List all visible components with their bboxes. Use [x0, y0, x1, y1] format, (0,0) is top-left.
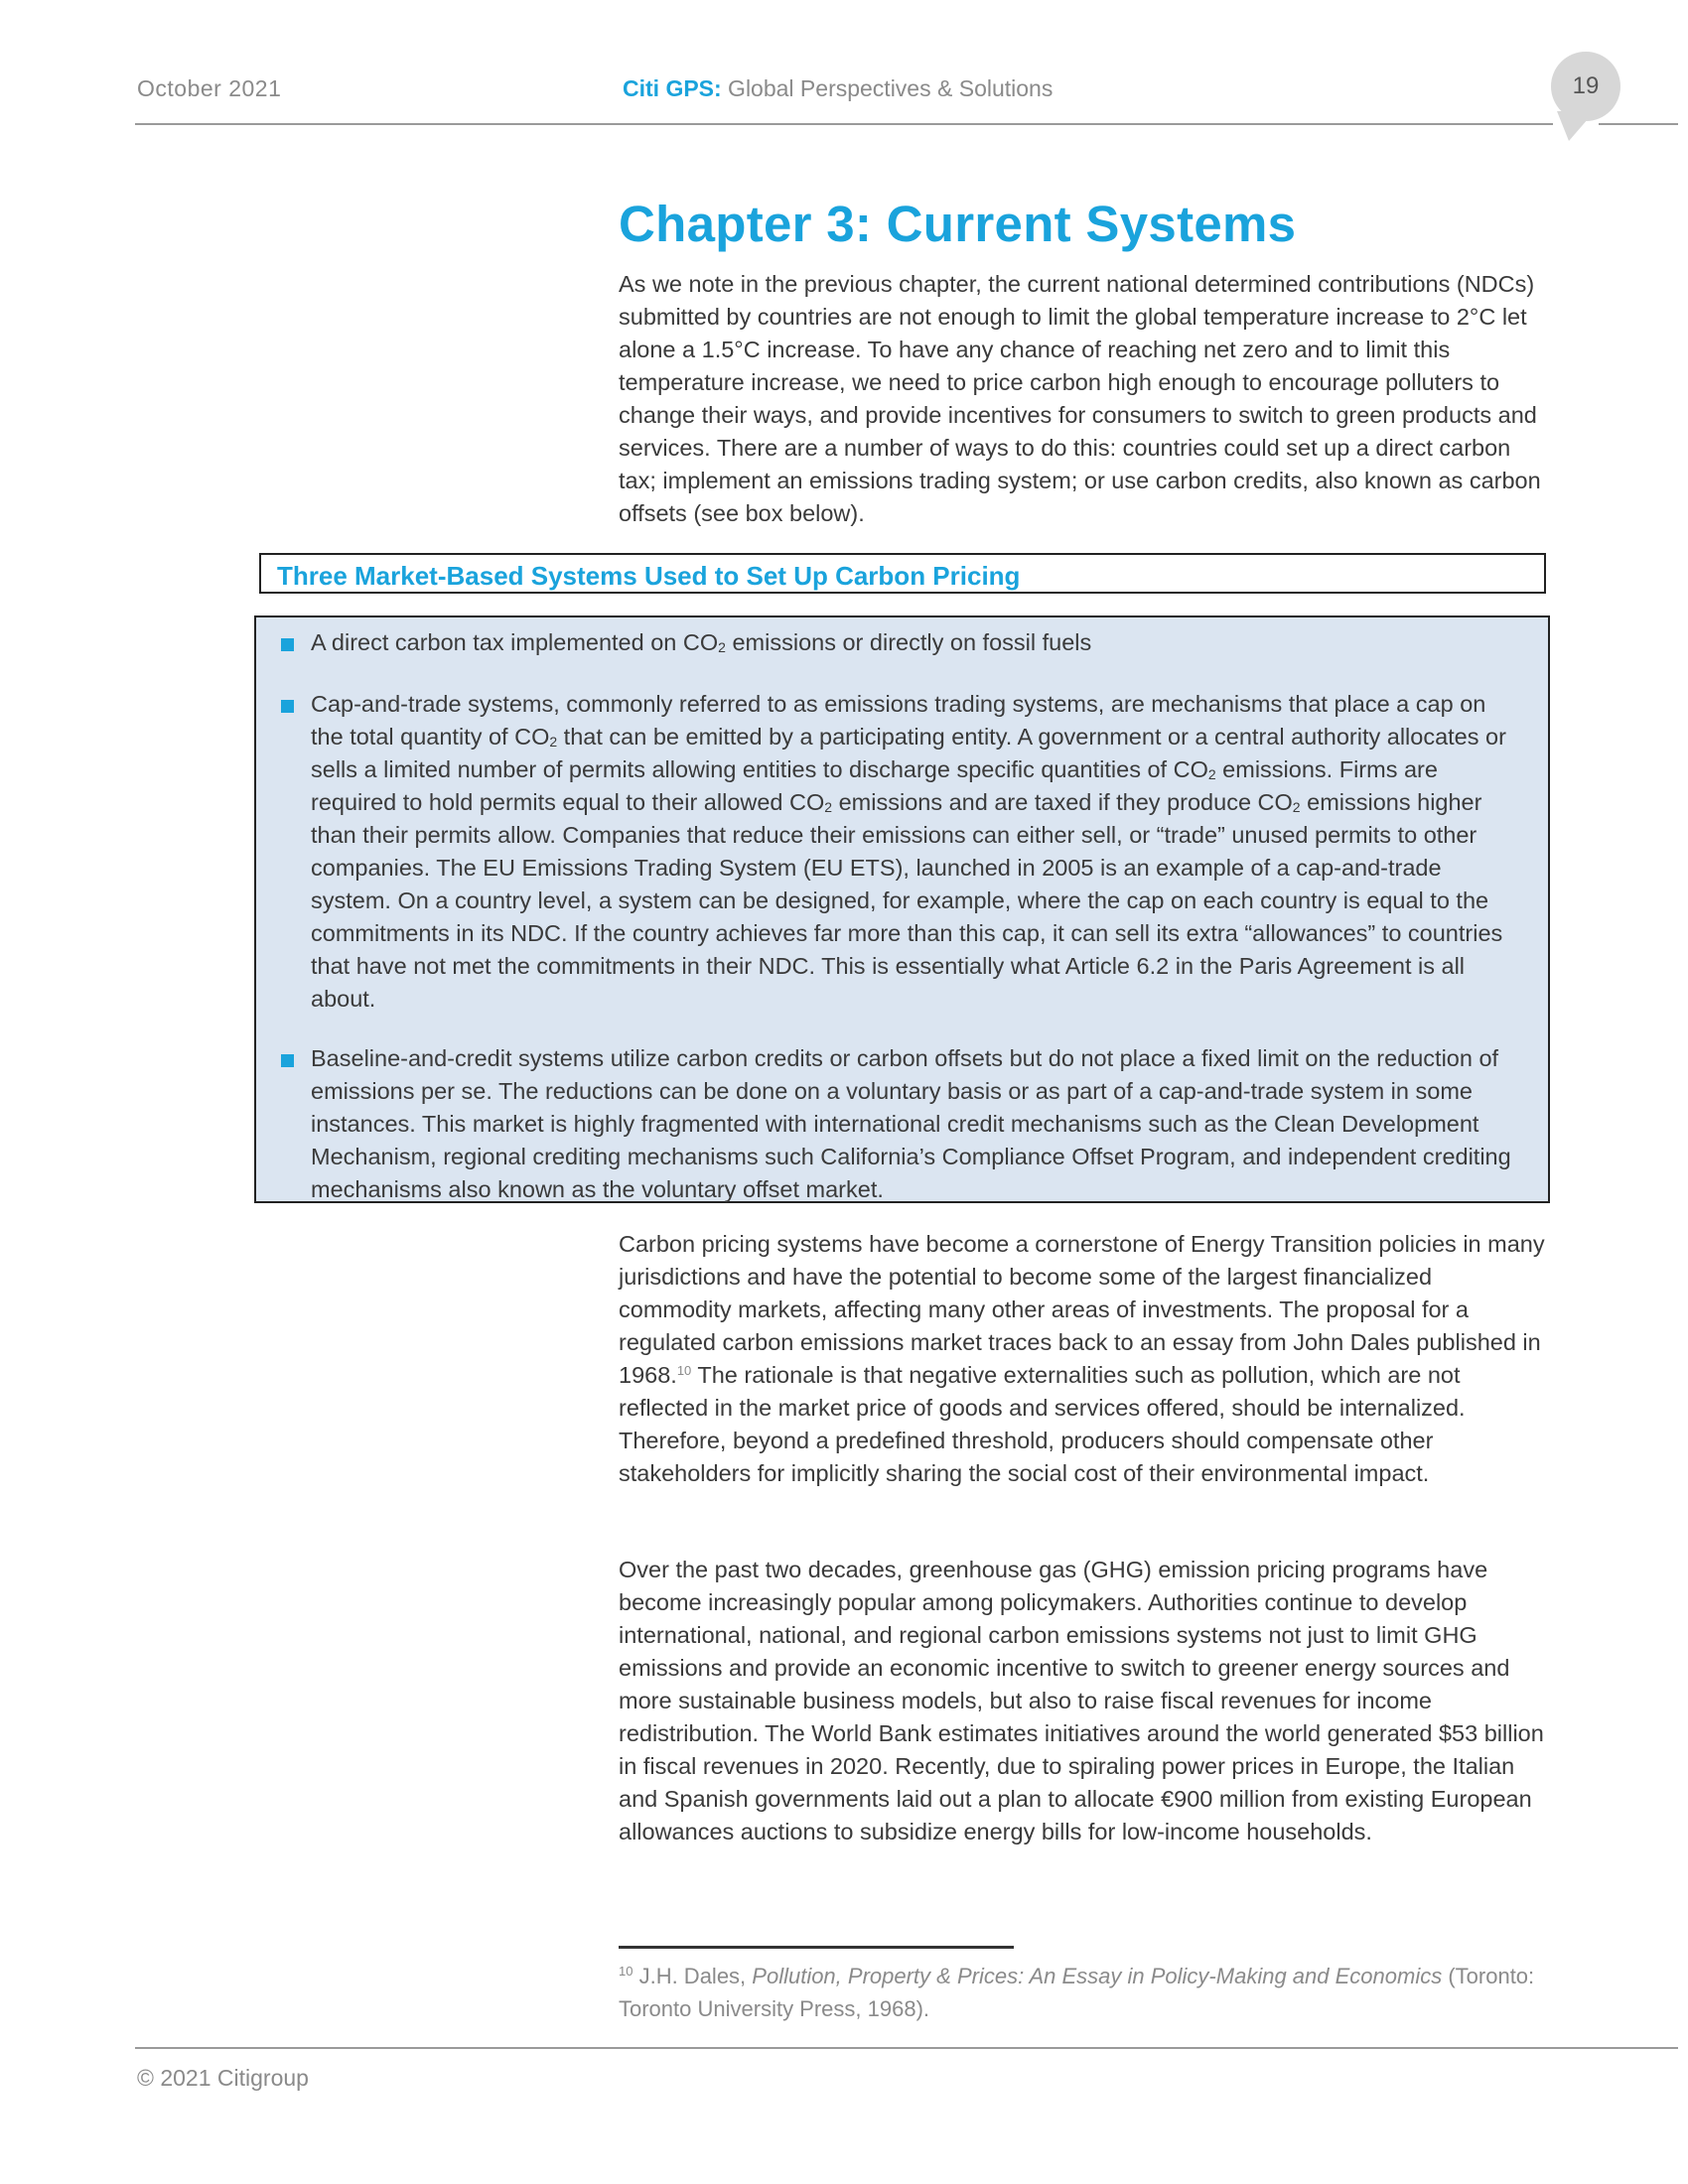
- header-rule-right: [1599, 123, 1678, 125]
- carbon-pricing-box: [254, 615, 1550, 1203]
- footer-rule: [135, 2047, 1678, 2049]
- bullet-text: Cap-and-trade systems, commonly referred to as emissions trading systems, are mechanisms that place a cap on the total quantity of $CO_2$ that can be emitted by a participating entity. A government or a central authority allocates or sells a limited number of permits allowing entities to discharge specific quantities of $CO_2$ emissions. Firms are required to hold permits equal to their allowed $CO_2$ emissions and are taxed if they produce $CO_2$ emissions higher than their permits allow. Companies that reduce their emissions can either sell, or “trade” unused permits to other companies. The EU Emissions Trading System (EU ETS), launched in 2005 is an example of a cap-and-trade system. On a country level, a system can be designed, for example, where the cap on each country is equal to the commitments in its NDC. If the country achieves far more than this cap, it can sell its extra “allowances” to countries that have not met the commitments in their NDC. This is essentially what Article 6.2 in the Paris Agreement is all about.: [311, 691, 1506, 1012]
- page-number: 19: [1572, 72, 1600, 99]
- bullet-square-icon: [281, 638, 294, 651]
- footnote: $^{10}$ J.H. Dales, Pollution, Property & Prices: An Essay in Policy-Making and Economics (Toronto: Toronto University Press, 1968).: [619, 1964, 1535, 2021]
- brand-name: Citi GPS:: [623, 75, 722, 101]
- box-header: [259, 553, 1546, 594]
- bullet-carbon-tax: [281, 626, 1512, 659]
- bullet-square-icon: [281, 700, 294, 713]
- intro-paragraph: As we note in the previous chapter, the current national determined contributions (NDCs) submitted by countries are not enough to limit the global temperature increase to 2°C let alone a 1.5°C increase. To have any chance of reaching net zero and to limit this temperature increase, we need to price carbon high enough to encourage polluters to change their ways, and provide incentives for consumers to switch to green products and services. There are a number of ways to do this: countries could set up a direct carbon tax; implement an emissions trading system; or use carbon credits, also known as carbon offsets (see box below).: [619, 271, 1541, 526]
- paragraph-carbon-pricing: Carbon pricing systems have become a cornerstone of Energy Transition policies in many jurisdictions and have the potential to become some of the largest financialized commodity markets, affecting many other areas of investments. The proposal for a regulated carbon emissions market traces back to an essay from John Dales published in 1968.10 The rationale is that negative externalities such as pollution, which are not reflected in the market price of goods and services offered, should be internalized. Therefore, beyond a predefined threshold, producers should compensate other stakeholders for implicitly sharing the social cost of their environmental impact.: [619, 1231, 1545, 1486]
- bullet-square-icon: [281, 1054, 294, 1067]
- footnote-rule: [619, 1946, 1014, 1949]
- bullet-cap-and-trade: [281, 688, 1512, 1016]
- header-rule: [135, 123, 1553, 125]
- bullet-text: A direct carbon tax implemented on $CO_2$ emissions or directly on fossil fuels: [311, 629, 1092, 655]
- paragraph-ghg-programs: Over the past two decades, greenhouse gas (GHG) emission pricing programs have become increasingly popular among policymakers. Authorities continue to develop international, national, and regional carbon emissions systems not just to limit GHG emissions and provide an economic incentive to switch to greener energy sources and more sustainable business models, but also to raise fiscal revenues for income redistribution. The World Bank estimates initiatives around the world generated $53 billion in fiscal revenues in 2020. Recently, due to spiraling power prices in Europe, the Italian and Spanish governments laid out a plan to allocate €900 million from existing European allowances auctions to subsidize energy bills for low-income households.: [619, 1557, 1544, 1844]
- header-brand: [623, 75, 1053, 102]
- footnote-ref: 10: [676, 1363, 692, 1378]
- chapter-title: Chapter 3: Current Systems: [619, 196, 1297, 252]
- box-title: Three Market-Based Systems Used to Set Up Carbon Pricing: [277, 561, 1021, 591]
- header-date: October 2021: [137, 75, 282, 101]
- bullet-text: Baseline-and-credit systems utilize carbon credits or carbon offsets but do not place a fixed limit on the reduction of emissions per se. The reductions can be done on a voluntary basis or as part of a cap-and-trade system in some instances. This market is highly fragmented with international credit mechanisms such as the Clean Development Mechanism, regional crediting mechanisms such California’s Compliance Offset Program, and independent crediting mechanisms also known as the voluntary offset market.: [311, 1045, 1511, 1202]
- bullet-baseline-and-credit: [281, 1042, 1512, 1206]
- footer-copyright: © 2021 Citigroup: [137, 2065, 309, 2091]
- brand-tagline: Global Perspectives & Solutions: [721, 75, 1054, 101]
